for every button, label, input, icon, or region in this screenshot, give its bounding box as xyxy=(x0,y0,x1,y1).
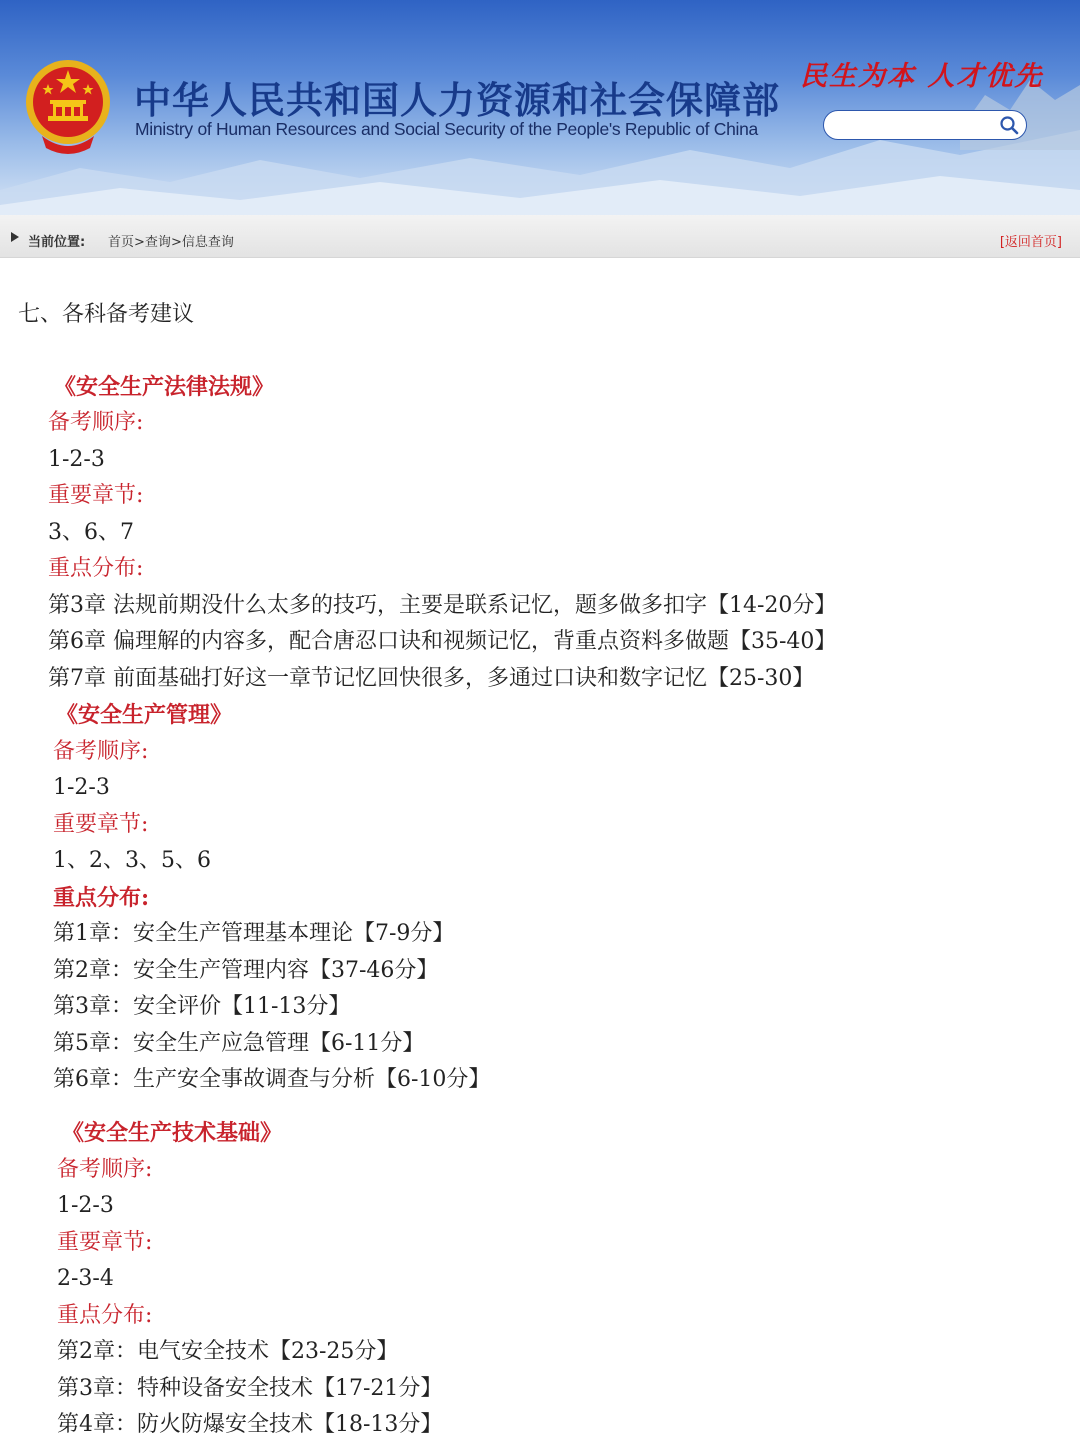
focus-item: 第6章 偏理解的内容多，配合唐忍口诀和视频记忆，背重点资料多做题【35-40】 xyxy=(48,629,837,654)
focus-item: 第1章：安全生产管理基本理论【7-9分】 xyxy=(53,921,455,946)
order-value: 1-2-3 xyxy=(53,775,110,800)
focus-label: 重点分布: xyxy=(57,1303,153,1328)
site-header xyxy=(0,0,1080,215)
order-label: 备考顺序: xyxy=(48,410,144,435)
slogan: 民生为本 人才优先 xyxy=(800,61,1044,92)
order-value: 1-2-3 xyxy=(48,447,105,472)
focus-item: 第4章：防火防爆安全技术【18-13分】 xyxy=(57,1412,443,1437)
play-arrow-icon xyxy=(10,231,20,243)
order-value: 1-2-3 xyxy=(57,1193,114,1218)
chapters-label: 重要章节: xyxy=(48,483,144,508)
breadcrumb-separator: > xyxy=(170,235,182,250)
breadcrumb-item-info-query[interactable]: 信息查询 xyxy=(181,235,234,250)
focus-item: 第2章：安全生产管理内容【37-46分】 xyxy=(53,958,439,983)
chapters-label: 重要章节: xyxy=(57,1230,153,1255)
chapters-value: 2-3-4 xyxy=(57,1266,114,1291)
search-input[interactable] xyxy=(836,111,1006,139)
breadcrumb-item-home[interactable]: 首页 xyxy=(108,235,135,250)
breadcrumb-path xyxy=(108,231,234,250)
focus-item: 第5章：安全生产应急管理【6-11分】 xyxy=(53,1031,425,1056)
breadcrumb xyxy=(0,215,1080,258)
subject-title: 《安全生产管理》 xyxy=(56,702,233,728)
order-label: 备考顺序: xyxy=(57,1157,153,1182)
order-label: 备考顺序: xyxy=(53,739,149,764)
focus-item: 第7章 前面基础打好这一章节记忆回快很多，多通过口诀和数字记忆【25-30】 xyxy=(48,666,815,691)
subject-title: 《安全生产法律法规》 xyxy=(54,374,275,400)
site-title-chinese: 中华人民共和国人力资源和社会保障部 xyxy=(134,79,780,122)
breadcrumb-item-query[interactable]: 查询 xyxy=(144,235,171,250)
breadcrumb-label: 当前位置: xyxy=(28,235,86,250)
section-heading: 七、各科备考建议 xyxy=(18,302,195,327)
focus-item: 第3章：特种设备安全技术【17-21分】 xyxy=(57,1376,443,1401)
chapters-label: 重要章节: xyxy=(53,812,149,837)
focus-item: 第3章 法规前期没什么太多的技巧，主要是联系记忆，题多做多扣字【14-20分】 xyxy=(48,593,837,618)
back-to-home-link[interactable]: [返回首页] xyxy=(999,235,1062,250)
focus-item: 第2章：电气安全技术【23-25分】 xyxy=(57,1339,399,1364)
chapters-value: 1、2、3、5、6 xyxy=(53,848,211,873)
focus-label: 重点分布: xyxy=(53,885,150,911)
chapters-value: 3、6、7 xyxy=(48,520,134,545)
focus-item: 第6章：生产安全事故调查与分析【6-10分】 xyxy=(53,1067,491,1092)
site-title-english: Ministry of Human Resources and Social Security of the People's Republic of China xyxy=(135,119,758,139)
focus-item: 第3章：安全评价【11-13分】 xyxy=(53,994,351,1019)
breadcrumb-separator: > xyxy=(134,235,145,250)
national-emblem-icon xyxy=(22,56,114,156)
search-box[interactable] xyxy=(823,110,1027,140)
focus-label: 重点分布: xyxy=(48,556,144,581)
subject-title: 《安全生产技术基础》 xyxy=(62,1120,283,1146)
search-icon[interactable] xyxy=(999,115,1019,135)
